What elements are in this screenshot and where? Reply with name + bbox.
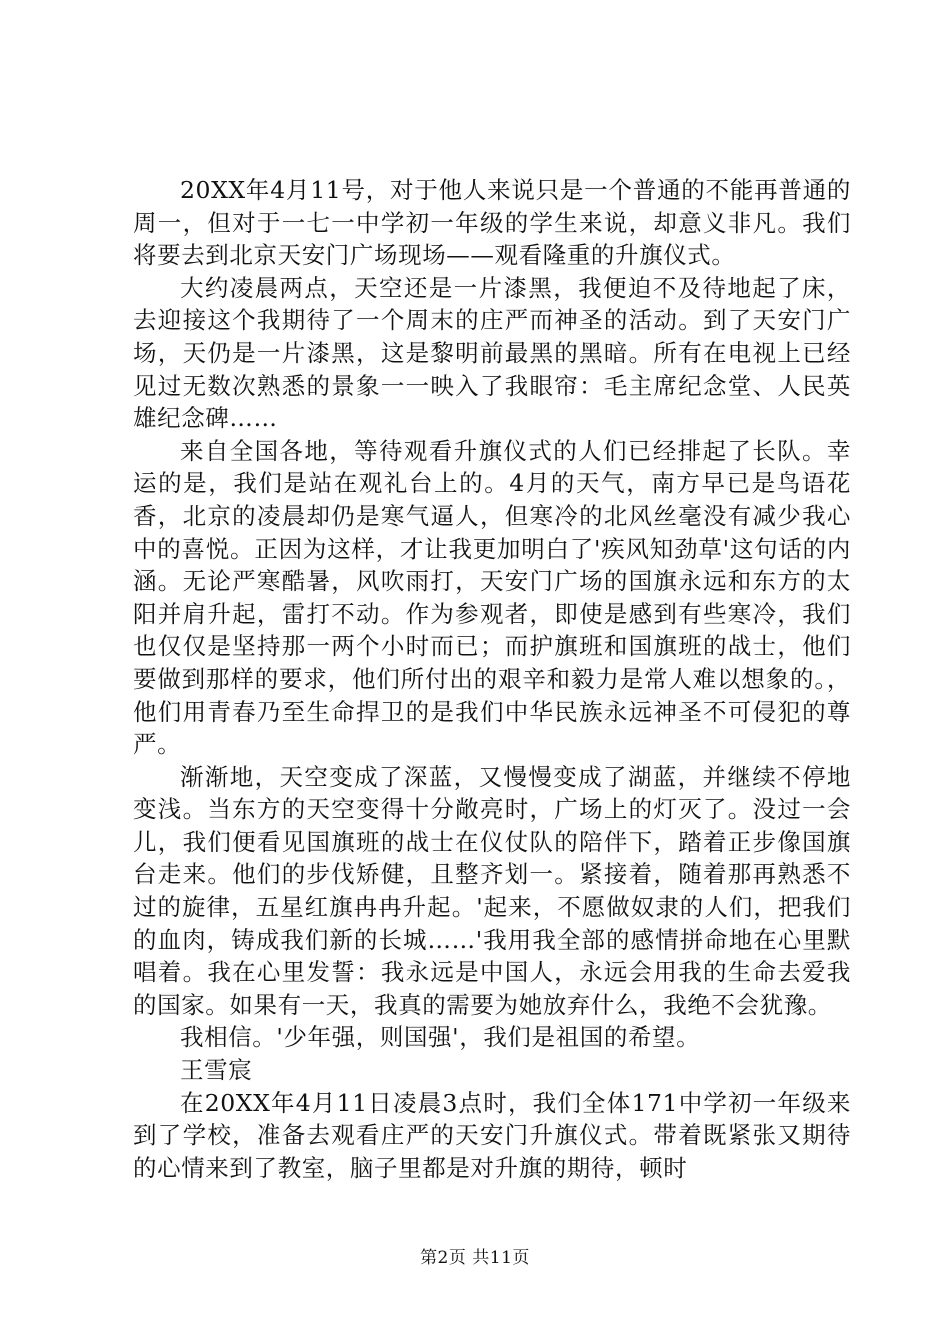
- paragraph-4: 渐渐地，天空变成了深蓝，又慢慢变成了湖蓝，并继续不停地变浅。当东方的天空变得十分敞亮时，广场上的灯灭了。没过一会儿，我们便看见国旗班的战士在仪仗队的陪伴下，踏着正步像国旗台走来。他们的步伐矫健，且整齐划一。紧接着，随着那再熟悉不过的旋律，五星红旗冉冉升起。'起来，不愿做奴隶的人们，把我们的血肉，铸成我们新的长城……'我用我全部的感情拼命地在心里默唱着。我在心里发誓：我永远是中国人，永远会用我的生命去爱我的国家。如果有一天，我真的需要为她放弃什么，我绝不会犹豫。: [133, 762, 851, 1019]
- paragraph-1: 20XX年4月11号，对于他人来说只是一个普通的不能再普通的周一，但对于一七一中学初一年级的学生来说，却意义非凡。我们将要去到北京天安门广场现场——观看隆重的升旗仪式。: [133, 176, 851, 270]
- paragraph-3: 来自全国各地，等待观看升旗仪式的人们已经排起了长队。幸运的是，我们是站在观礼台上的。4月的天气，南方早已是鸟语花香，北京的凌晨却仍是寒气逼人，但寒冷的北风丝毫没有减少我心中的喜悦。正因为这样，才让我更加明白了'疾风知劲草'这句话的内涵。无论严寒酷暑，风吹雨打，天安门广场的国旗永远和东方的太阳并肩升起，雷打不动。作为参观者，即使是感到有些寒冷，我们也仅仅是坚持那一两个小时而已；而护旗班和国旗班的战士，他们要做到那样的要求，他们所付出的艰辛和毅力是常人难以想象的。，他们用青春乃至生命捍卫的是我们中华民族永远神圣不可侵犯的尊严。: [133, 436, 851, 759]
- document-body: [133, 174, 851, 1184]
- page-footer: 第2页 共11页: [420, 1248, 530, 1268]
- paragraph-2: 大约凌晨两点，天空还是一片漆黑，我便迫不及待地起了床，去迎接这个我期待了一个周末的庄严而神圣的活动。到了天安门广场，天仍是一片漆黑，这是黎明前最黑的黑暗。所有在电视上已经见过无数次熟悉的景象一一映入了我眼帘：毛主席纪念堂、人民英雄纪念碑……: [133, 273, 851, 433]
- paragraph-6: 在20XX年4月11日凌晨3点时，我们全体171中学初一年级来到了学校，准备去观看庄严的天安门升旗仪式。带着既紧张又期待的心情来到了教室，脑子里都是对升旗的期待，顿时: [133, 1088, 851, 1182]
- author-name: 王雪宸: [180, 1056, 253, 1085]
- paragraph-5: 我相信。'少年强，则国强'，我们是祖国的希望。: [180, 1023, 701, 1052]
